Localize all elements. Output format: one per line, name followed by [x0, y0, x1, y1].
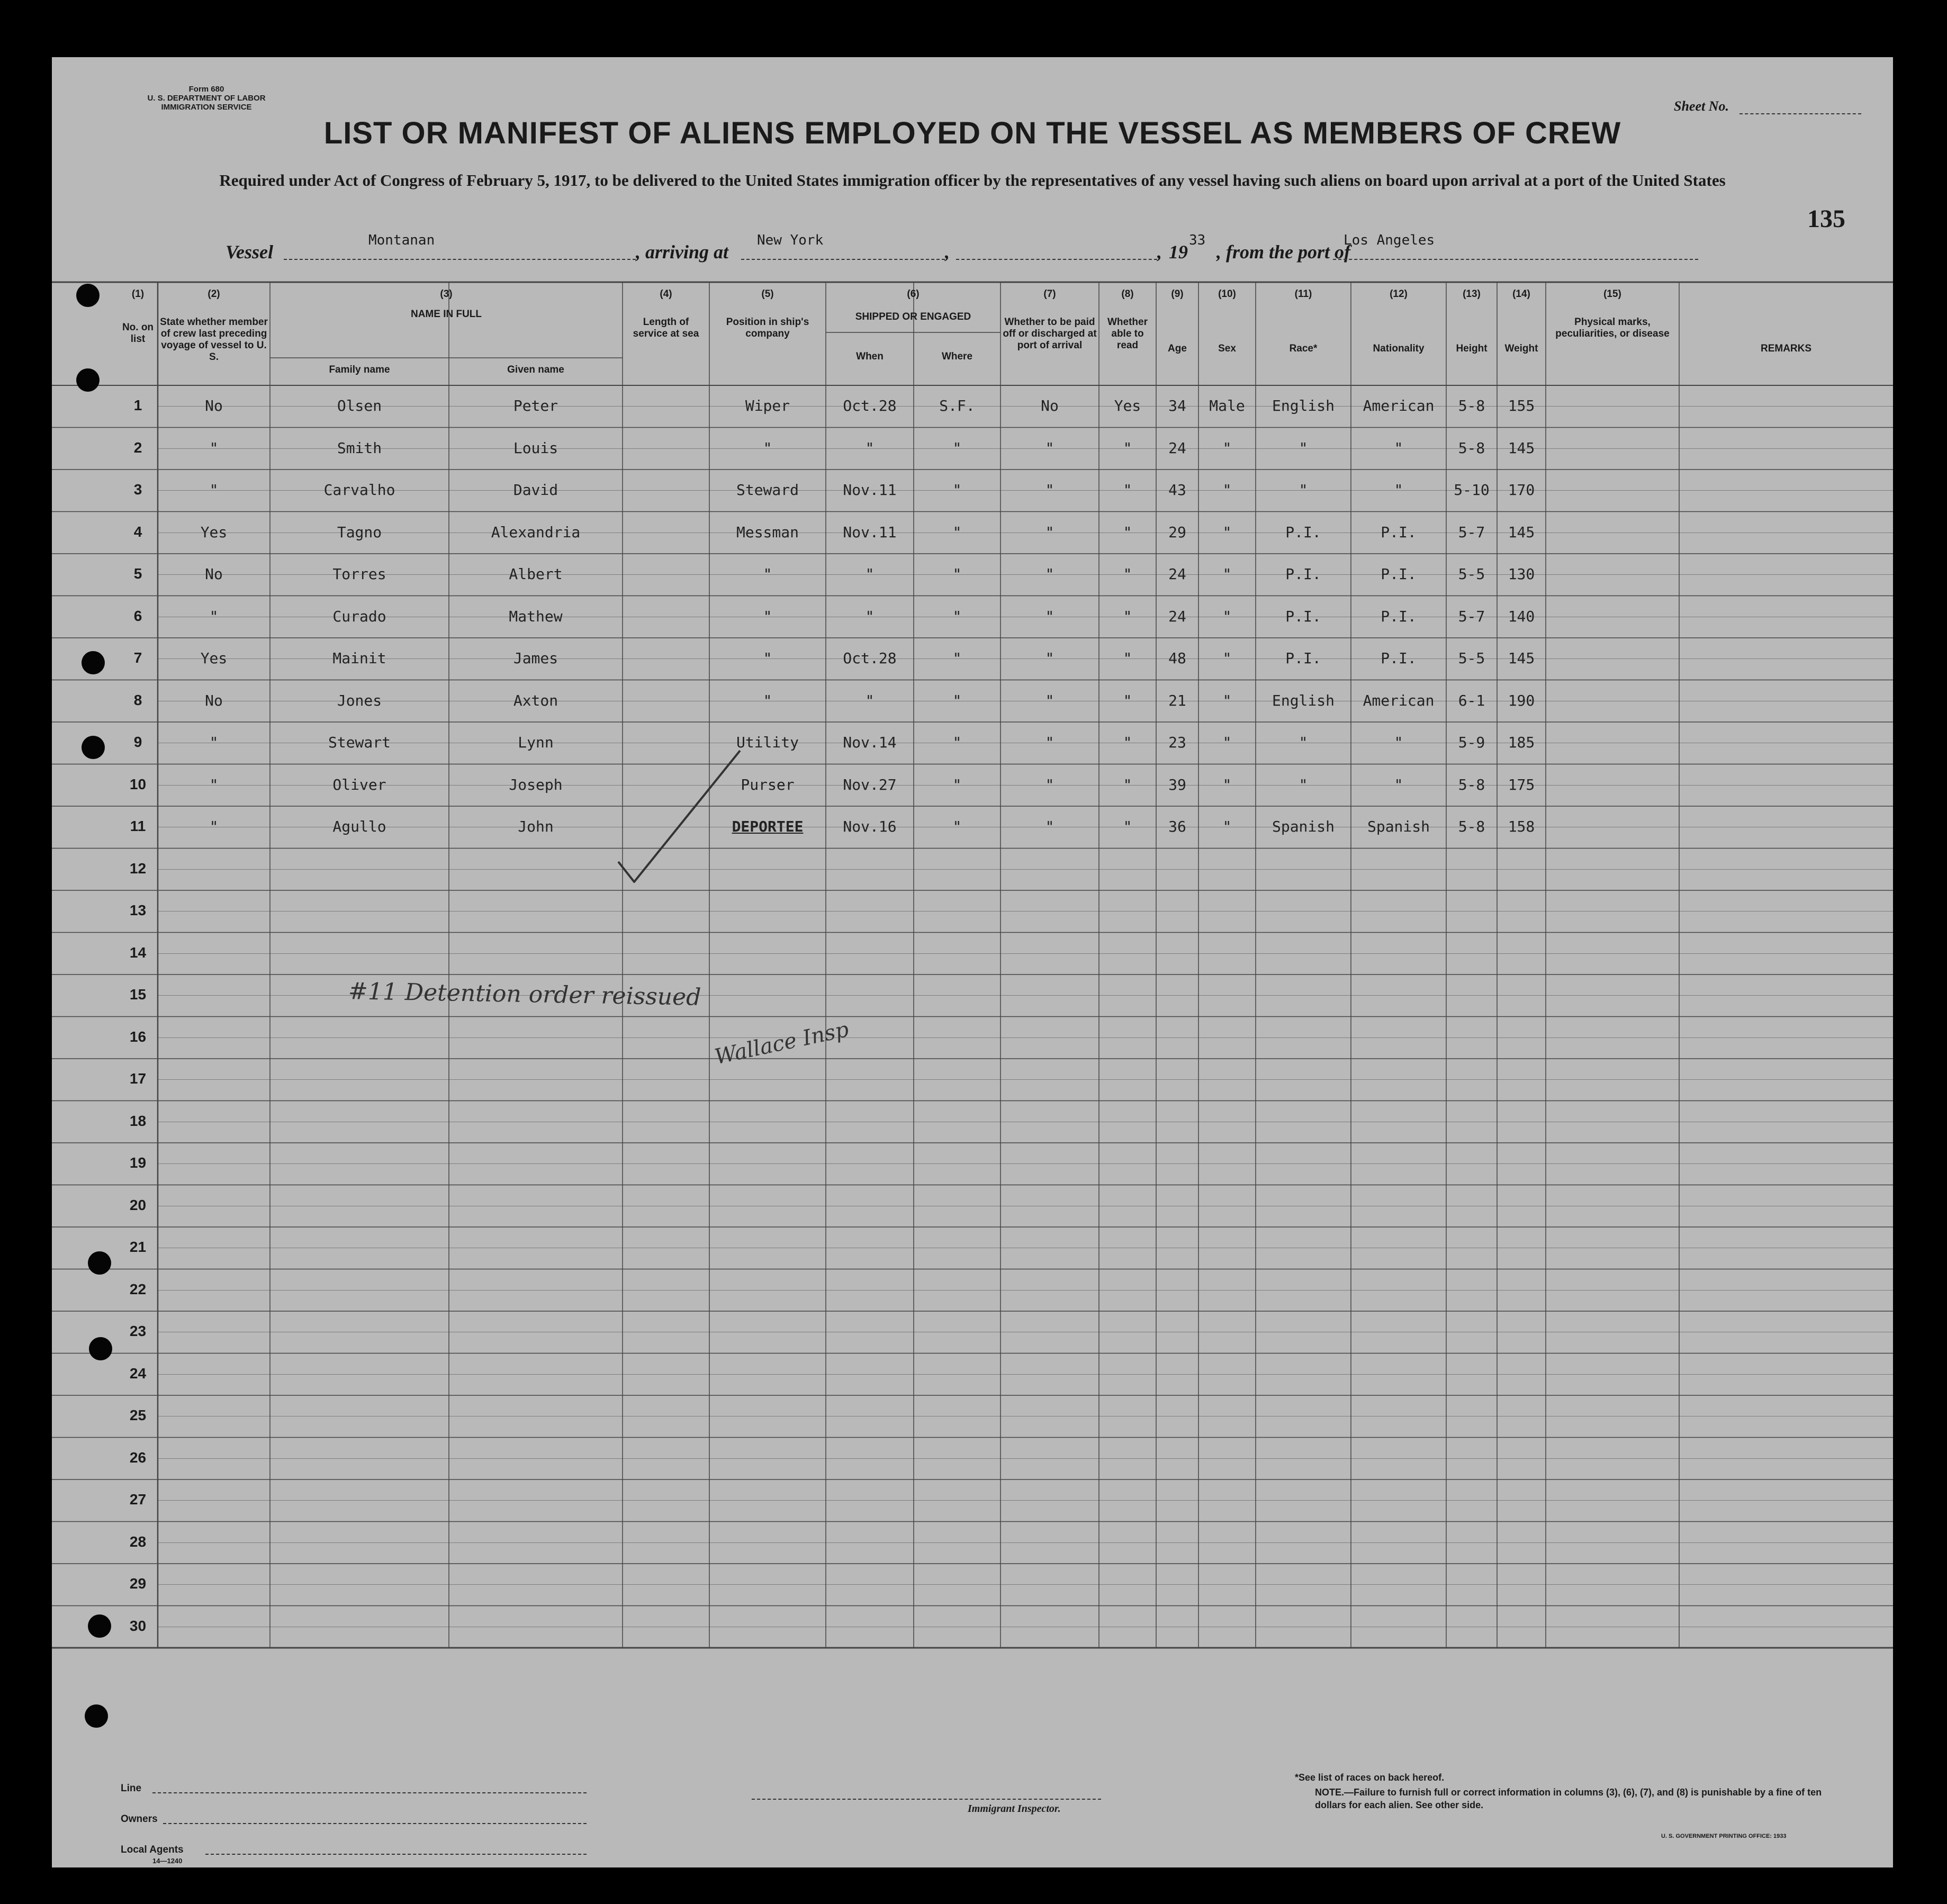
agents-code: 14—1240	[152, 1857, 183, 1865]
cell-position: "	[763, 691, 772, 709]
cell-read: "	[1123, 775, 1132, 793]
column-header: Whether able to read	[1107, 317, 1148, 351]
column-header-where: Where	[941, 351, 973, 362]
column-header: REMARKS	[1760, 343, 1812, 354]
cell-nat: "	[1394, 439, 1403, 457]
cell-when: "	[865, 439, 875, 457]
department-name: U. S. DEPARTMENT OF LABOR	[147, 94, 266, 103]
line-label: Line	[121, 1783, 142, 1794]
cell-sex: "	[1222, 607, 1232, 625]
arriving-value: New York	[757, 232, 824, 248]
column-number: (12)	[1390, 288, 1408, 300]
cell-family: Carvalho	[323, 481, 395, 499]
cell-height: 5-7	[1458, 523, 1485, 541]
cell-when: "	[865, 691, 875, 709]
cell-where: "	[952, 523, 962, 541]
vessel-label: Vessel	[226, 241, 273, 263]
column-header: Height	[1456, 343, 1488, 354]
row-number: 13	[129, 902, 147, 918]
column-number: (3)	[440, 288, 453, 300]
cell-where: S.F.	[939, 397, 975, 414]
cell-race: English	[1272, 691, 1335, 709]
cell-read: "	[1123, 649, 1132, 667]
cell-sex: "	[1222, 481, 1232, 499]
cell-paid: "	[1045, 818, 1054, 835]
cell-given: James	[513, 649, 558, 667]
cell-height: 6-1	[1458, 691, 1485, 709]
row-number: 14	[129, 944, 147, 961]
cell-race: P.I.	[1285, 565, 1321, 583]
owners-label: Owners	[121, 1813, 158, 1825]
row-number: 3	[133, 481, 142, 498]
cell-when: Nov.16	[843, 818, 897, 835]
cell-position: DEPORTEE	[732, 818, 804, 835]
column-number: (6)	[907, 288, 920, 300]
printer-imprint: U. S. GOVERNMENT PRINTING OFFICE: 1933	[1661, 1833, 1787, 1839]
column-header-when: When	[856, 351, 884, 362]
column-number: (11)	[1294, 288, 1312, 300]
cell-age: 43	[1168, 481, 1186, 499]
cell-given: Joseph	[509, 775, 563, 793]
page-title: LIST OR MANIFEST OF ALIENS EMPLOYED ON THE VESSEL AS MEMBERS OF CREW	[323, 116, 1621, 150]
cell-weight: 155	[1508, 397, 1535, 414]
cell-age: 24	[1168, 565, 1186, 583]
cell-read: "	[1123, 607, 1132, 625]
cell-weight: 140	[1508, 607, 1535, 625]
cell-where: "	[952, 481, 962, 499]
row-number: 27	[129, 1491, 147, 1508]
cell-race: "	[1299, 775, 1308, 793]
page-subtitle: Required under Act of Congress of February 5, 1917, to be delivered to the United States immigration officer by the representatives of any vessel having such aliens on board upon arrival at a port of the United States	[219, 171, 1726, 190]
column-header: Physical marks, peculiarities, or disease	[1555, 317, 1670, 339]
cell-height: 5-8	[1458, 775, 1485, 793]
inspector-signature: Wallace Insp	[713, 1017, 851, 1070]
cell-prev: "	[209, 607, 219, 625]
cell-weight: 145	[1508, 649, 1535, 667]
column-number: (8)	[1121, 288, 1134, 300]
row-number: 10	[129, 775, 147, 792]
cell-given: Albert	[509, 565, 563, 583]
cell-paid: "	[1045, 691, 1054, 709]
cell-paid: "	[1045, 607, 1054, 625]
cell-family: Mainit	[332, 649, 386, 667]
local-agents-label: Local Agents	[121, 1844, 184, 1855]
row-number: 4	[133, 523, 142, 540]
cell-height: 5-8	[1458, 818, 1485, 835]
cell-age: 29	[1168, 523, 1186, 541]
cell-paid: "	[1045, 775, 1054, 793]
vessel-info-row: Vessel Montanan , arriving at New York , , 19 33 , from the port of Los Angeles	[52, 234, 1893, 266]
row-number: 12	[129, 860, 147, 877]
row-number: 21	[129, 1239, 147, 1255]
cell-height: 5-8	[1458, 397, 1485, 414]
manifest-sheet	[52, 57, 1893, 1867]
column-header: State whether member of crew last preceding voyage of vessel to U. S.	[160, 317, 268, 363]
column-number: (4)	[660, 288, 672, 300]
cell-nat: P.I.	[1381, 649, 1417, 667]
inspector-signature-line	[752, 1799, 1101, 1800]
cell-weight: 175	[1508, 775, 1535, 793]
row-number: 16	[129, 1028, 147, 1045]
column-header: No. on list	[122, 322, 154, 345]
cell-when: Nov.14	[843, 734, 897, 751]
binder-hole	[76, 368, 100, 392]
cell-position: "	[763, 565, 772, 583]
cell-paid: "	[1045, 565, 1054, 583]
cell-when: "	[865, 607, 875, 625]
cell-race: P.I.	[1285, 523, 1321, 541]
column-number: (7)	[1043, 288, 1056, 300]
vessel-value: Montanan	[368, 232, 435, 248]
cell-given: Mathew	[509, 607, 563, 625]
cell-weight: 190	[1508, 691, 1535, 709]
cell-sex: "	[1222, 734, 1232, 751]
cell-read: "	[1123, 523, 1132, 541]
year-prefix: 19	[1169, 241, 1188, 263]
column-number: (10)	[1218, 288, 1236, 300]
row-number: 15	[129, 986, 147, 1003]
cell-paid: "	[1045, 439, 1054, 457]
cell-given: Alexandria	[491, 523, 581, 541]
from-port-label: , from the port of	[1216, 241, 1351, 263]
cell-given: Louis	[513, 439, 558, 457]
row-number: 24	[129, 1365, 147, 1382]
crew-table	[52, 57, 1893, 1867]
column-number: (9)	[1171, 288, 1184, 300]
penalty-note: NOTE.—Failure to furnish full or correct information in columns (3), (6), (7), and (8) is punishable by a fine of ten dollars for each alien. See other side.	[1315, 1787, 1822, 1810]
cell-where: "	[952, 691, 962, 709]
cell-where: "	[952, 439, 962, 457]
cell-when: Oct.28	[843, 649, 897, 667]
binder-hole	[89, 1337, 112, 1360]
row-number: 18	[129, 1112, 147, 1129]
local-agents-field	[205, 1854, 587, 1855]
cell-family: Olsen	[337, 397, 382, 414]
cell-race: "	[1299, 481, 1308, 499]
form-number: Form 680	[188, 85, 224, 94]
cell-given: David	[513, 481, 558, 499]
cell-where: "	[952, 607, 962, 625]
cell-position: "	[763, 439, 772, 457]
cell-sex: "	[1222, 691, 1232, 709]
cell-height: 5-5	[1458, 649, 1485, 667]
cell-position: "	[763, 607, 772, 625]
cell-race: "	[1299, 734, 1308, 751]
cell-height: 5-5	[1458, 565, 1485, 583]
column-header: Whether to be paid off or discharged at port of arrival	[1003, 317, 1097, 351]
cell-prev: "	[209, 481, 219, 499]
cell-nat: "	[1394, 734, 1403, 751]
races-note: *See list of races on back hereof.	[1295, 1772, 1445, 1783]
cell-where: "	[952, 818, 962, 835]
cell-prev: "	[209, 439, 219, 457]
cell-sex: "	[1222, 439, 1232, 457]
cell-nat: "	[1394, 481, 1403, 499]
service-name: IMMIGRATION SERVICE	[161, 103, 252, 112]
binder-hole	[82, 736, 105, 759]
row-number: 1	[133, 397, 142, 413]
column-header-shipped: SHIPPED OR ENGAGED	[855, 311, 971, 322]
row-number: 9	[133, 734, 142, 750]
column-number: (14)	[1512, 288, 1530, 300]
binder-hole	[76, 284, 100, 307]
column-number: (2)	[208, 288, 220, 300]
cell-age: 36	[1168, 818, 1186, 835]
cell-position: "	[763, 649, 772, 667]
cell-race: P.I.	[1285, 649, 1321, 667]
cell-position: Utility	[736, 734, 799, 751]
column-header: Nationality	[1373, 343, 1425, 354]
cell-height: 5-8	[1458, 439, 1485, 457]
cell-when: "	[865, 565, 875, 583]
inspector-label: Immigrant Inspector.	[968, 1803, 1061, 1815]
binder-hole	[85, 1704, 108, 1728]
row-number: 17	[129, 1070, 147, 1087]
cell-read: "	[1123, 439, 1132, 457]
cell-sex: "	[1222, 565, 1232, 583]
page-number: 135	[1807, 205, 1845, 233]
cell-weight: 145	[1508, 523, 1535, 541]
cell-prev: "	[209, 734, 219, 751]
year-value: 33	[1189, 232, 1206, 248]
cell-nat: American	[1363, 397, 1435, 414]
cell-sex: Male	[1209, 397, 1245, 414]
cell-sex: "	[1222, 818, 1232, 835]
cell-age: 39	[1168, 775, 1186, 793]
column-header: Age	[1168, 343, 1187, 354]
cell-when: Nov.27	[843, 775, 897, 793]
cell-race: Spanish	[1272, 818, 1335, 835]
cell-weight: 170	[1508, 481, 1535, 499]
row-number: 6	[133, 607, 142, 624]
cell-nat: Spanish	[1367, 818, 1430, 835]
cell-paid: "	[1045, 734, 1054, 751]
column-header-given: Given name	[507, 364, 564, 375]
cell-height: 5-9	[1458, 734, 1485, 751]
cell-given: Lynn	[518, 734, 554, 751]
column-header: Race*	[1289, 343, 1318, 354]
binder-hole	[88, 1251, 111, 1275]
arriving-label: , arriving at	[636, 241, 729, 263]
column-number: (1)	[131, 288, 145, 300]
cell-family: Stewart	[328, 734, 391, 751]
column-header: Position in ship's company	[726, 317, 809, 339]
cell-prev: "	[209, 818, 219, 835]
column-header-name: NAME IN FULL	[410, 309, 482, 320]
row-number: 20	[129, 1196, 147, 1213]
cell-age: 21	[1168, 691, 1186, 709]
row-number: 11	[130, 818, 146, 834]
cell-family: Curado	[332, 607, 386, 625]
from-port-value: Los Angeles	[1344, 232, 1435, 248]
cell-family: Oliver	[332, 775, 386, 793]
row-number: 22	[129, 1280, 147, 1297]
cell-prev: Yes	[200, 523, 228, 541]
cell-paid: "	[1045, 481, 1054, 499]
row-number: 28	[129, 1533, 147, 1550]
cell-age: 34	[1168, 397, 1186, 414]
cell-when: Nov.11	[843, 523, 897, 541]
cell-weight: 185	[1508, 734, 1535, 751]
cell-age: 24	[1168, 607, 1186, 625]
cell-read: "	[1123, 734, 1132, 751]
cell-race: P.I.	[1285, 607, 1321, 625]
cell-given: Peter	[513, 397, 558, 414]
column-number: (13)	[1463, 288, 1481, 300]
row-number: 23	[129, 1323, 147, 1339]
column-number: (5)	[761, 288, 774, 300]
cell-height: 5-10	[1454, 481, 1490, 499]
sheet-number-label: Sheet No.	[1674, 98, 1729, 114]
cell-height: 5-7	[1458, 607, 1485, 625]
handwritten-note: #11 Detention order reissued	[348, 978, 701, 1011]
row-number: 25	[129, 1407, 147, 1423]
cell-position: Steward	[736, 481, 799, 499]
cell-given: John	[518, 818, 554, 835]
row-number: 5	[133, 565, 142, 582]
cell-weight: 130	[1508, 565, 1535, 583]
cell-where: "	[952, 649, 962, 667]
binder-hole	[82, 651, 105, 674]
cell-sex: "	[1222, 775, 1232, 793]
cell-family: Tagno	[337, 523, 382, 541]
cell-prev: Yes	[200, 649, 228, 667]
cell-paid: No	[1041, 397, 1059, 414]
cell-nat: P.I.	[1381, 523, 1417, 541]
cell-age: 24	[1168, 439, 1186, 457]
cell-position: Purser	[741, 775, 795, 793]
column-number: (15)	[1603, 288, 1621, 300]
cell-family: Torres	[332, 565, 386, 583]
row-number: 30	[129, 1617, 147, 1634]
cell-read: "	[1123, 481, 1132, 499]
checkmark-icon	[613, 745, 751, 883]
cell-family: Agullo	[332, 818, 386, 835]
cell-prev: "	[209, 775, 219, 793]
cell-nat: P.I.	[1381, 607, 1417, 625]
cell-where: "	[952, 775, 962, 793]
row-number: 2	[133, 439, 142, 456]
cell-read: "	[1123, 691, 1132, 709]
cell-given: Axton	[513, 691, 558, 709]
cell-where: "	[952, 565, 962, 583]
cell-nat: American	[1363, 691, 1435, 709]
cell-paid: "	[1045, 649, 1054, 667]
row-number: 8	[133, 691, 142, 708]
owners-field	[163, 1823, 587, 1824]
cell-race: "	[1299, 439, 1308, 457]
cell-position: Messman	[736, 523, 799, 541]
row-number: 26	[129, 1449, 147, 1466]
column-header: Weight	[1504, 343, 1538, 354]
row-number: 19	[129, 1154, 147, 1171]
cell-prev: No	[205, 691, 223, 709]
row-number: 29	[129, 1575, 147, 1592]
cell-family: Jones	[337, 691, 382, 709]
cell-read: "	[1123, 818, 1132, 835]
column-header-family: Family name	[329, 364, 390, 375]
cell-read: "	[1123, 565, 1132, 583]
cell-race: English	[1272, 397, 1335, 414]
cell-weight: 158	[1508, 818, 1535, 835]
column-header: Sex	[1218, 343, 1236, 354]
row-number: 7	[133, 649, 142, 666]
cell-position: Wiper	[745, 397, 790, 414]
cell-when: Nov.11	[843, 481, 897, 499]
cell-nat: "	[1394, 775, 1403, 793]
cell-age: 23	[1168, 734, 1186, 751]
cell-age: 48	[1168, 649, 1186, 667]
cell-read: Yes	[1114, 397, 1141, 414]
cell-prev: No	[205, 565, 223, 583]
cell-weight: 145	[1508, 439, 1535, 457]
cell-when: Oct.28	[843, 397, 897, 414]
cell-nat: P.I.	[1381, 565, 1417, 583]
cell-sex: "	[1222, 523, 1232, 541]
cell-where: "	[952, 734, 962, 751]
binder-hole	[88, 1614, 111, 1638]
cell-family: Smith	[337, 439, 382, 457]
cell-prev: No	[205, 397, 223, 414]
cell-paid: "	[1045, 523, 1054, 541]
cell-sex: "	[1222, 649, 1232, 667]
column-header: Length of service at sea	[633, 317, 699, 339]
line-field	[152, 1792, 587, 1793]
